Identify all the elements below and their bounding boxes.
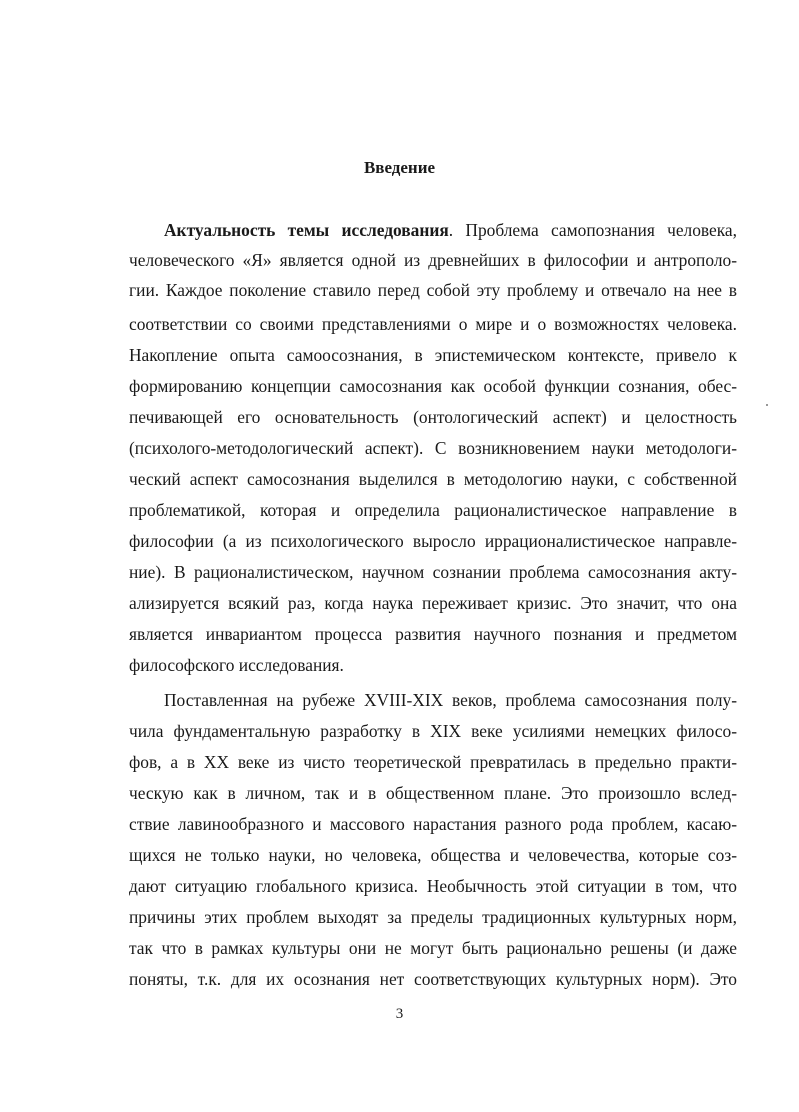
text-line: Накопление опыта самоосознания, в эпистемическом контексте, привело к — [129, 345, 737, 365]
text-line: гии. Каждое поколение ставило перед собой эту проблему и отвечало на нее в — [129, 280, 737, 300]
text-line: человеческого «Я» является одной из древнейших в философии и антрополо- — [129, 250, 737, 270]
text-line: проблематикой, которая и определила рационалистическое направление в — [129, 500, 737, 520]
text-line: щихся не только науки, но человека, общества и человечества, которые соз- — [129, 845, 737, 865]
text-line: (психолого-методологический аспект). С возникновением науки методологи- — [129, 438, 737, 458]
section-heading: Введение — [363, 158, 436, 177]
text-line: ческую как в личном, так и в общественном плане. Это произошло вслед- — [129, 783, 737, 803]
text-line: Актуальность темы исследования. Проблема самопознания человека, — [164, 220, 737, 240]
text-line: поняты, т.к. для их осознания нет соответствующих культурных норм). Это — [129, 969, 737, 989]
text-line: ализируется всякий раз, когда наука переживает кризис. Это значит, что она — [129, 593, 737, 613]
text-line: ческий аспект самосознания выделился в методологию науки, с собственной — [129, 469, 737, 489]
page-number: 3 — [395, 1006, 404, 1022]
text-line: ние). В рационалистическом, научном сознании проблема самосознания акту- — [129, 562, 737, 582]
lead-phrase: Актуальность темы исследования — [164, 220, 449, 240]
text-line: формированию концепции самосознания как особой функции сознания, обес- — [129, 376, 737, 396]
text-line: дают ситуацию глобального кризиса. Необычность этой ситуации в том, что — [129, 876, 737, 896]
text-line: ствие лавинообразного и массового нарастания разного рода проблем, касаю- — [129, 814, 737, 834]
text-line: причины этих проблем выходят за пределы традиционных культурных норм, — [129, 907, 737, 927]
scan-speck — [766, 404, 768, 406]
text-line: так что в рамках культуры они не могут быть рационально решены (и даже — [129, 938, 737, 958]
text-line: фов, а в XX веке из чисто теоретической превратилась в предельно практи- — [129, 752, 737, 772]
text-line: философского исследования. — [129, 655, 344, 675]
text-line: печивающей его основательность (онтологический аспект) и целостность — [129, 407, 737, 427]
text-line: соответствии со своими представлениями о мире и о возможностях человека. — [129, 314, 737, 334]
text-line: Поставленная на рубеже XVIII-XIX веков, проблема самосознания полу- — [164, 690, 737, 710]
text-line: является инвариантом процесса развития научного познания и предметом — [129, 624, 737, 644]
text-line: философии (а из психологического выросло иррационалистическое направле- — [129, 531, 737, 551]
text-line: чила фундаментальную разработку в XIX веке усилиями немецких филосо- — [129, 721, 737, 741]
